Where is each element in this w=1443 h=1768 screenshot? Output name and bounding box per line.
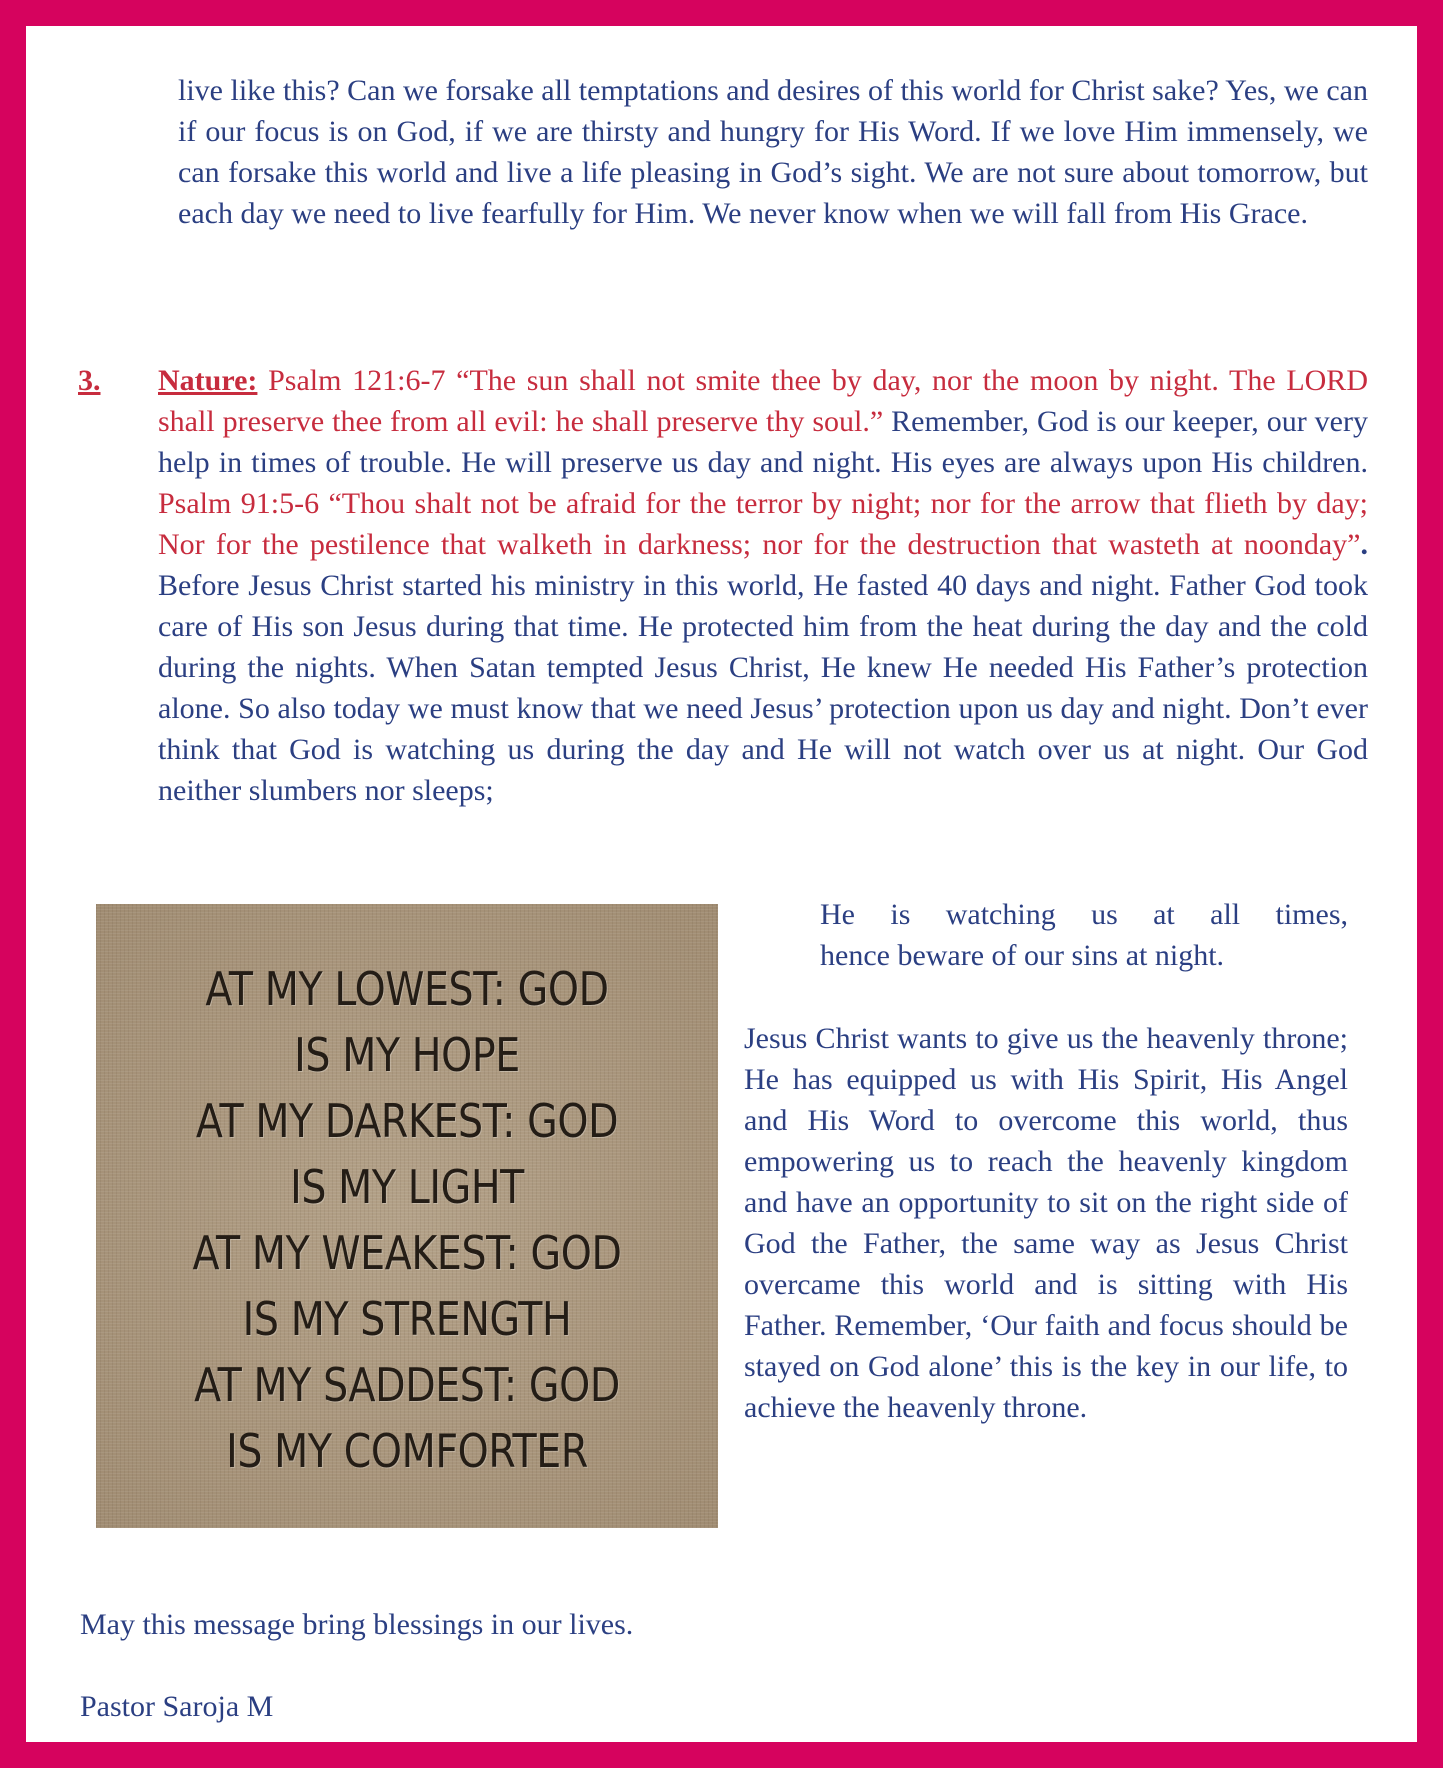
quote-line: IS MY HOPE [294, 1028, 520, 1082]
quote-image [96, 904, 718, 1528]
intro-paragraph: live like this? Can we forsake all temptations and desires of this world for Christ sake? Yes, we can if our focus is on God, if we are thirsty and hungry for His Word. If we love Him immensely, we can forsake this world and live a life pleasing in God’s sight. We are not sure about tomorrow, but each day we need to live fearfully for Him. We never know when we will fall from His Grace. [178, 74, 1368, 230]
quote-line: AT MY LOWEST: GOD [205, 962, 609, 1016]
nature-paragraph [158, 360, 1368, 811]
quote-line: IS MY COMFORTER [226, 1424, 588, 1478]
psalm-121-verse: Psalm 121:6-7 “The sun shall not smite thee by day, nor the moon by night. The LORD shall preserve thee from all evil: he shall preserve thy soul.” [158, 364, 1368, 438]
section-number: 3. [78, 364, 101, 397]
ministry-text: Before Jesus Christ started his ministry in this world, He fasted 40 days and night. Father God took care of His son Jesus during that time. He protected him from the heat during the day and the cold during the nights. When Satan tempted Jesus Christ, He knew He needed His Father’s protection alone. So also today we must know that we need Jesus’ protection upon us day and night. Don’t ever think that God is watching us during the day and He will not watch over us at night. Our God neither slumbers nor sleeps; [158, 569, 1368, 807]
closing-blessing: May this message bring blessings in our lives. [80, 1608, 634, 1641]
quote-line: IS MY LIGHT [290, 1160, 524, 1214]
document-page [26, 26, 1417, 1742]
heavenly-throne-paragraph: Jesus Christ wants to give us the heavenly throne; He has equipped us with His Spirit, His Angel and His Word to overcome this world, thus empowering us to reach the heavenly kingdom and have an opportunity to sit on the right side of God the Father, the same way as Jesus Christ overcame this world and is sitting with His Father. Remember, ‘Our faith and focus should be stayed on God alone’ this is the key in our life, to achieve the heavenly throne. [744, 1022, 1348, 1424]
continuation-line-1: He is watching us at all times, [820, 898, 1348, 931]
nature-heading: Nature: [158, 364, 258, 397]
quote-line: AT MY DARKEST: GOD [195, 1094, 619, 1148]
keeper-text: Remember, God is our keeper, our very help in times of trouble. He will preserve us day and night. His eyes are always upon His children. [158, 405, 1368, 479]
quote-line: IS MY STRENGTH [242, 1292, 572, 1346]
nature-continuation [820, 894, 1348, 976]
quote-line: AT MY WEAKEST: GOD [192, 1226, 622, 1280]
quote-line: AT MY SADDEST: GOD [194, 1358, 620, 1412]
verse-end-period: . [1360, 528, 1368, 561]
continuation-line-2: hence beware of our sins at night. [820, 939, 1225, 972]
signature: Pastor Saroja M [80, 1690, 274, 1723]
psalm-91-verse: Psalm 91:5-6 “Thou shalt not be afraid for the terror by night; nor for the arrow that flieth by day; Nor for the pestilence that walketh in darkness; nor for the destruction that wasteth at noonday” [158, 487, 1368, 561]
